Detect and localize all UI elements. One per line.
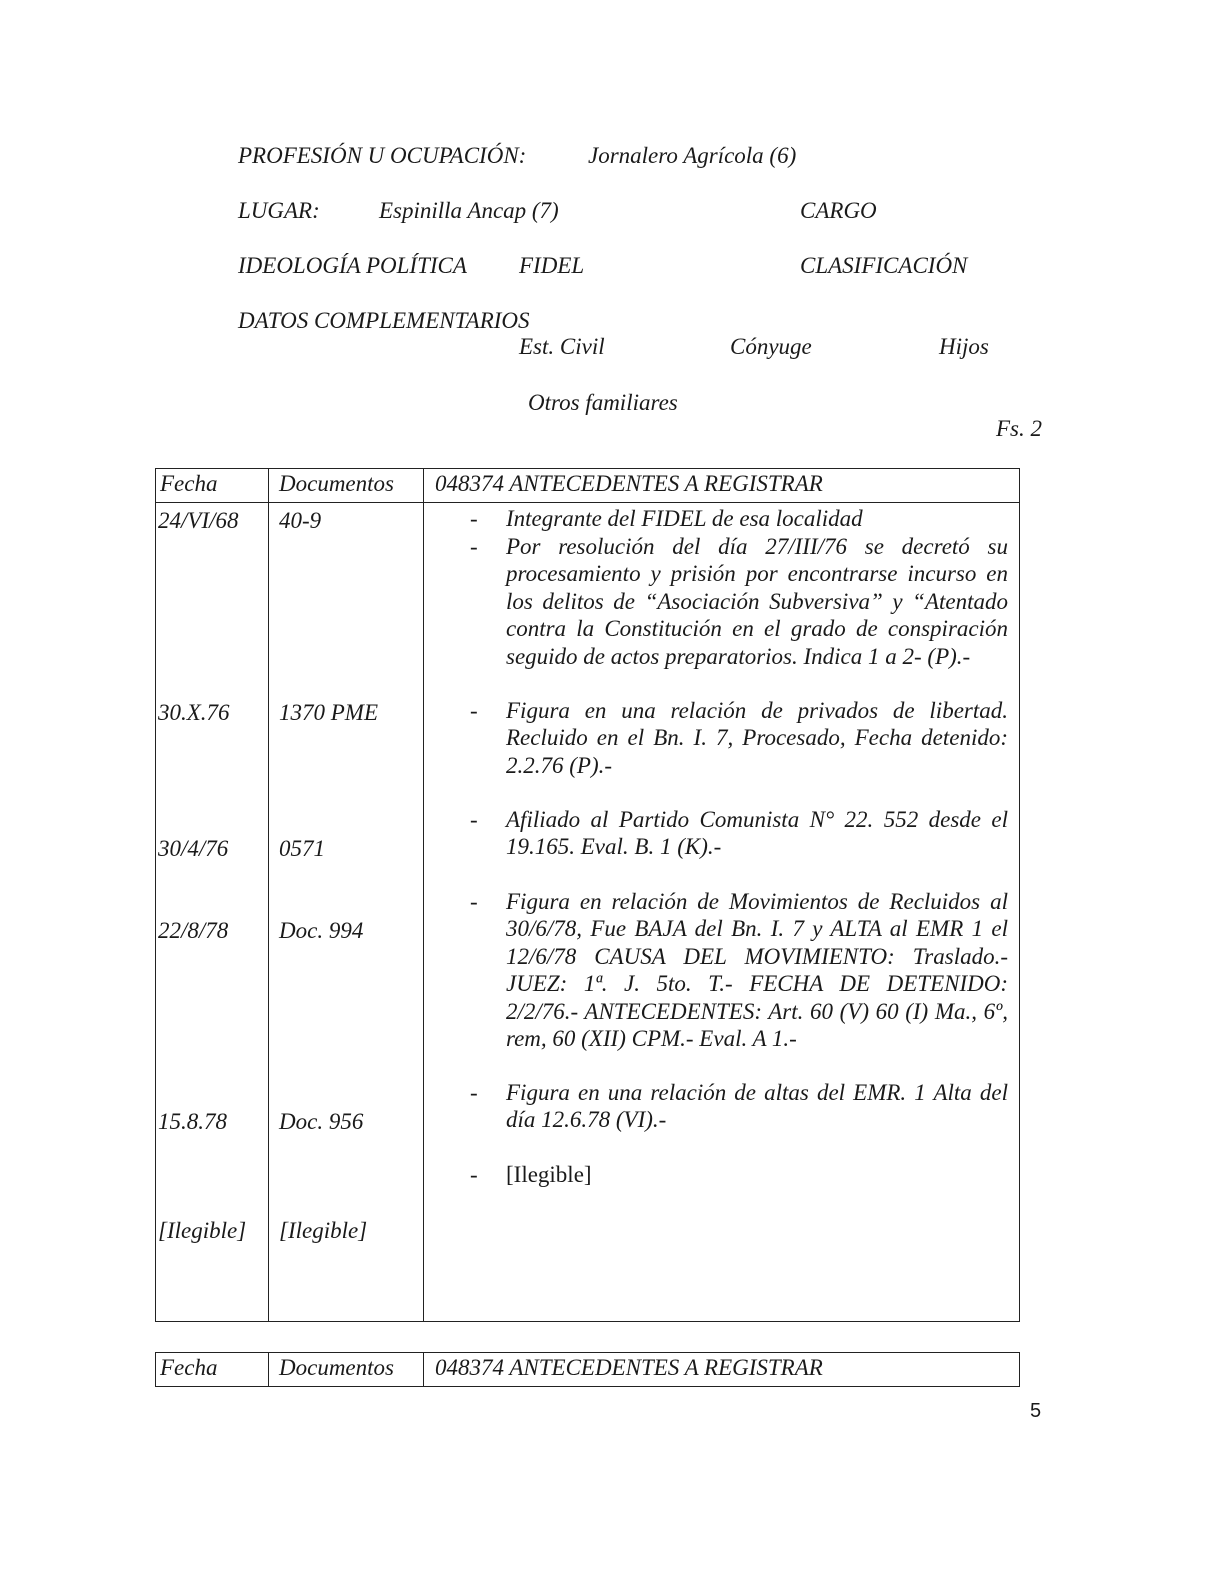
date-6: [Ilegible] [158,1218,247,1243]
datos-complementarios-label: DATOS COMPLEMENTARIOS [238,308,530,333]
profesion-value: Jornalero Agrícola (6) [588,143,797,168]
ideologia-label: IDEOLOGÍA POLÍTICA [238,253,467,278]
hijos-label: Hijos [939,334,989,359]
entry-1: Integrante del FIDEL de esa localidad [506,506,863,531]
bullet-dash: - [470,534,478,559]
table-body-row [156,503,1020,1322]
lugar-label: LUGAR: [238,198,320,223]
bullet-dash: - [470,889,478,914]
entry-6: Figura en una relación de altas del EMR. 1 Alta del día 12.6.78 (VI).- [506,1080,1008,1133]
bullet-dash: - [470,1080,478,1105]
records-table-continued [155,1352,1020,1387]
date-5: 15.8.78 [158,1109,227,1134]
conyuge-label: Cónyuge [730,334,812,359]
lugar-value: Espinilla Ancap (7) [379,198,559,223]
table-header-row [156,1353,1020,1387]
est-civil-label: Est. Civil [519,334,605,359]
entry-4: Afiliado al Partido Comunista N° 22. 552 desde el 19.165. Eval. B. 1 (K).- [506,807,1008,860]
col-documentos-header: Documentos [269,469,424,503]
doc-1: 40-9 [279,508,322,533]
table-header-row [156,469,1020,503]
doc-5: Doc. 956 [279,1109,364,1134]
entry-5: Figura en relación de Movimientos de Recluidos al 30/6/78, Fue BAJA del Bn. I. 7 y ALTA al EMR 1 el 12/6/78 CAUSA DEL MOVIMIENTO: Traslado.- JUEZ: 1ª. J. 5to. T.- FECHA DE DETENIDO: 2/2/76.- ANTECEDENTES: Art. 60 (V) 60 (I) Ma., 6º, rem, 60 (XII) CPM.- Eval. A 1.- [506,889,1008,1052]
folio-label: Fs. 2 [996,416,1042,441]
antecedentes-column [424,503,1020,1322]
doc-4: Doc. 994 [279,918,364,943]
bullet-dash: - [470,506,478,531]
date-1: 24/VI/68 [158,508,239,533]
col-fecha-header: Fecha [156,1353,269,1387]
entry-2: Por resolución del día 27/III/76 se decretó su procesamiento y prisión por encontrarse incurso en los delitos de “Asociación Subversiva” y “Atentado contra la Constitución en el grado de conspiración seguido de actos preparatorios. Indica 1 a 2- (P).- [506,534,1008,669]
cargo-label: CARGO [800,198,877,223]
date-3: 30/4/76 [158,836,229,861]
bullet-dash: - [470,807,478,832]
bullet-dash: - [470,698,478,723]
doc-2: 1370 PME [279,700,379,725]
date-4: 22/8/78 [158,918,229,943]
records-table [155,468,1020,1322]
otros-familiares-label: Otros familiares [528,390,678,415]
doc-6: [Ilegible] [279,1218,368,1243]
bullet-dash: - [470,1162,478,1187]
page-number: 5 [1030,1400,1042,1422]
clasificacion-label: CLASIFICACIÓN [800,253,968,278]
documentos-column [269,503,424,1322]
col-antecedentes-header: 048374 ANTECEDENTES A REGISTRAR [424,469,1020,503]
date-2: 30.X.76 [158,700,230,725]
ideologia-value: FIDEL [519,253,585,278]
profesion-label: PROFESIÓN U OCUPACIÓN: [238,143,527,168]
entry-7: [Ilegible] [506,1162,592,1187]
entry-3: Figura en una relación de privados de libertad. Recluido en el Bn. I. 7, Procesado, Fecha detenido: 2.2.76 (P).- [506,698,1008,778]
fecha-column [156,503,269,1322]
col-antecedentes-header: 048374 ANTECEDENTES A REGISTRAR [424,1353,1020,1387]
doc-3: 0571 [279,836,325,861]
col-documentos-header: Documentos [269,1353,424,1387]
col-fecha-header: Fecha [156,469,269,503]
